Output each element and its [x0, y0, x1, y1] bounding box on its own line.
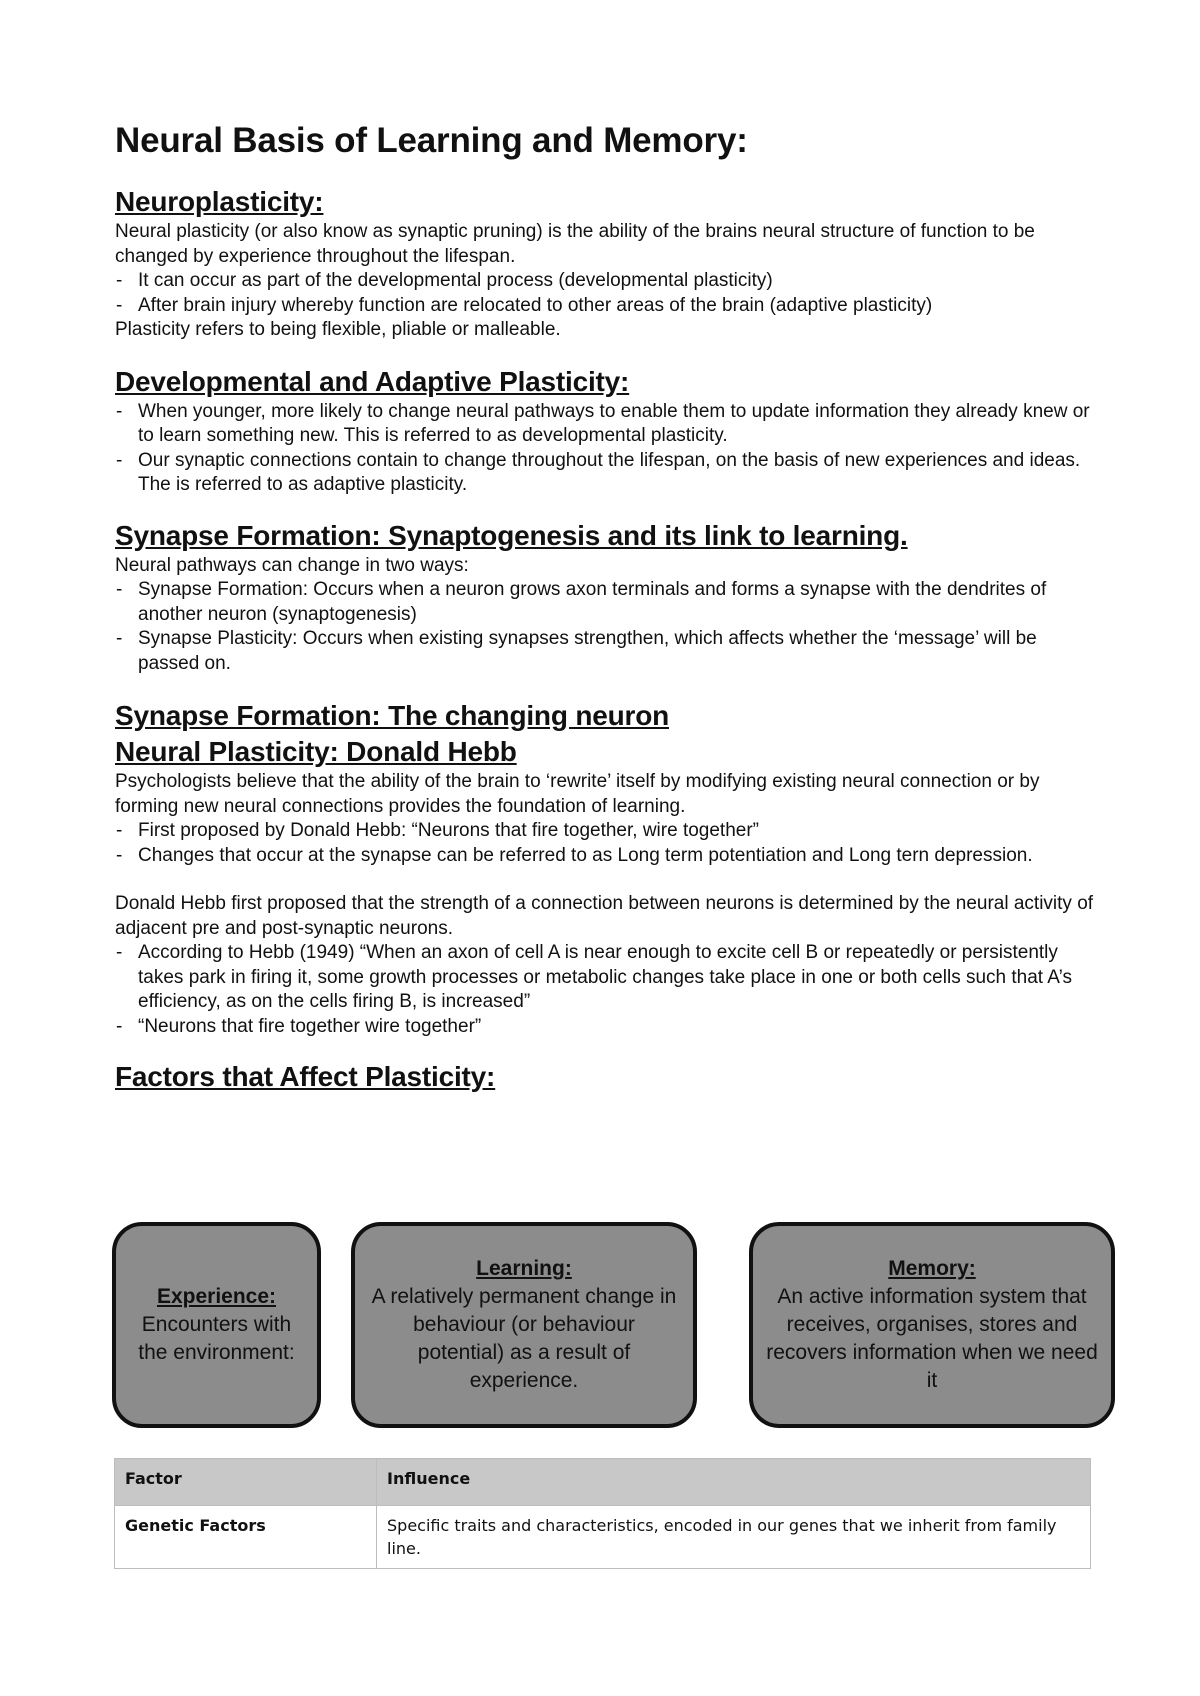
- list-item: - “Neurons that fire together wire together”: [115, 1015, 1100, 1040]
- influence-cell: Specific traits and characteristics, encoded in our genes that we inherit from family line.: [377, 1506, 1091, 1569]
- changing-neuron-heading: Synapse Formation: The changing neuron: [115, 700, 669, 731]
- synapse-formation-heading: Synapse Formation: Synaptogenesis and its link to learning.: [115, 519, 908, 551]
- list-item: - Synapse Formation: Occurs when a neuron grows axon terminals and forms a synapse with the dendrites of another neuron (synaptogenesis): [115, 578, 1100, 627]
- learning-box: [351, 1222, 697, 1428]
- neuroplasticity-list: [115, 269, 1100, 318]
- experience-text: Encounters with the environment:: [138, 1313, 295, 1364]
- developmental-list: [115, 400, 1100, 498]
- hebb-intro: Psychologists believe that the ability of the brain to ‘rewrite’ itself by modifying existing neural connection or by forming new neural connections provides the foundation of learning.: [115, 771, 1040, 817]
- list-item: - Our synaptic connections contain to change throughout the lifespan, on the basis of new experiences and ideas. The is referred to as adaptive plasticity.: [115, 449, 1100, 498]
- synapse-formation-list: [115, 578, 1100, 676]
- table-row: [115, 1506, 1091, 1569]
- memory-box: [749, 1222, 1115, 1428]
- page-title: Neural Basis of Learning and Memory:: [115, 121, 748, 160]
- synapse-formation-intro: Neural pathways can change in two ways:: [115, 554, 469, 576]
- hebb-list: [115, 819, 1100, 868]
- factors-heading: Factors that Affect Plasticity:: [115, 1061, 496, 1092]
- neuroplasticity-heading: Neuroplasticity:: [115, 186, 324, 217]
- learning-title: Learning:: [476, 1257, 572, 1280]
- column-header-influence: Influence: [377, 1459, 1091, 1506]
- list-item: - Changes that occur at the synapse can be referred to as Long term potentiation and Long tern depression.: [115, 844, 1100, 869]
- document-content: [115, 118, 1100, 1095]
- hebb-quote-list: [115, 941, 1100, 1039]
- list-item: - Synapse Plasticity: Occurs when existing synapses strengthen, which affects whether the ‘message’ will be passed on.: [115, 627, 1100, 676]
- hebb-heading: Neural Plasticity: Donald Hebb: [115, 736, 517, 767]
- developmental-heading: Developmental and Adaptive Plasticity:: [115, 365, 630, 397]
- neuroplasticity-intro: Neural plasticity (or also know as synaptic pruning) is the ability of the brains neural structure of function to be changed by experience throughout the lifespan.: [115, 221, 1035, 267]
- neuroplasticity-outro: Plasticity refers to being flexible, pliable or malleable.: [115, 319, 561, 340]
- column-header-factor: Factor: [115, 1459, 377, 1506]
- experience-box: [112, 1222, 321, 1428]
- list-item: - It can occur as part of the developmental process (developmental plasticity): [115, 269, 1100, 294]
- factors-table: [114, 1458, 1091, 1569]
- experience-title: Experience:: [156, 1285, 277, 1308]
- hebb-paragraph: Donald Hebb first proposed that the strength of a connection between neurons is determined by the neural activity of adjacent pre and post-synaptic neurons.: [115, 893, 1094, 939]
- list-item: - After brain injury whereby function are relocated to other areas of the brain (adaptive plasticity): [115, 294, 1100, 319]
- list-item: - First proposed by Donald Hebb: “Neurons that fire together, wire together”: [115, 819, 1100, 844]
- table-header-row: [115, 1459, 1091, 1506]
- list-item: - When younger, more likely to change neural pathways to enable them to update information they already knew or to learn something new. This is referred to as developmental plasticity.: [115, 400, 1100, 449]
- list-item: - According to Hebb (1949) “When an axon of cell A is near enough to excite cell B or repeatedly or persistently takes park in firing it, some growth processes or metabolic changes take place in one or both cells such that A’s efficiency, as on the cells firing B, is increased”: [115, 941, 1100, 1015]
- learning-text: A relatively permanent change in behaviour (or behaviour potential) as a result of experience.: [371, 1285, 677, 1392]
- factor-cell: Genetic Factors: [115, 1506, 377, 1569]
- memory-text: An active information system that receives, organises, stores and recovers information when we need it: [766, 1285, 1098, 1392]
- memory-title: Memory:: [888, 1257, 976, 1280]
